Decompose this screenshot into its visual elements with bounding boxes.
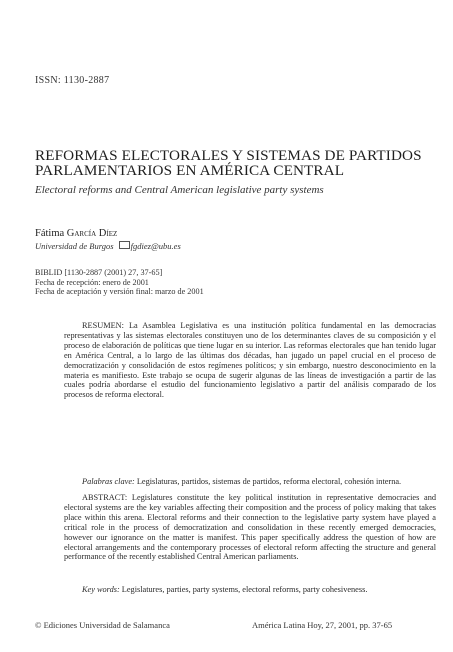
palabras-clave-text: Legislaturas, partidos, sistemas de partidos, reforma electoral, cohesión interna.: [136, 477, 402, 486]
palabras-clave: [64, 477, 436, 487]
article-title-line-1: REFORMAS ELECTORALES Y SISTEMAS DE PARTIDOS: [35, 147, 422, 164]
affiliation-text: Universidad de Burgos: [35, 241, 114, 251]
author-first-name: Fátima: [35, 228, 65, 239]
abstract-paragraph: ABSTRACT: Legislatures constitute the key political institution in representative democracies and electoral systems are the key variables affecting their composition and the process of policy making that takes place within this arena. Electoral reforms and their connection to the legislative party system have played a critical role in the process of democratization and consolidation in these recently emerged democracies, however our ignorance on the matter is manifest. This paper specifically address the question of how are electoral arrangements and the contemporary processes of electoral reform affecting the structure and general performance of the recently established Central American parliaments.: [64, 493, 436, 562]
email-icon: [119, 241, 130, 249]
accepted-date: Fecha de aceptación y versión final: marzo de 2001: [35, 287, 204, 296]
author-last-name: García Díez: [66, 228, 118, 239]
palabras-clave-label: Palabras clave:: [82, 477, 135, 486]
article-title-line-2: PARLAMENTARIOS EN AMÉRICA CENTRAL: [35, 162, 345, 179]
resumen-paragraph: RESUMEN: La Asamblea Legislativa es una institución política fundamental en las democracias representativas y las sistemas electorales constituyen uno de los determinantes claves de su composición y el proceso de elaboración de políticas que tiene lugar en su interior. Las reformas electorales que han tenido lugar en América Central, a lo largo de las últimas dos décadas, han jugado un papel crucial en el proceso de democratización y consolidación de estos regímenes políticos; y sin embargo, nuestro desconocimiento en la materia es manifiesto. Este trabajo se ocupa de sugerir algunas de las líneas de investigación a partir de las cuales podría abordarse el estudio del funcionamiento legislativo a partir del análisis comparado de los procesos de reforma electoral.: [64, 321, 436, 400]
article-title: [35, 148, 435, 178]
author-name: [35, 228, 117, 239]
author-email[interactable]: fgdiez@ubu.es: [130, 241, 181, 251]
key-words-label: Key words:: [82, 585, 120, 594]
issn: ISSN: 1130-2887: [35, 75, 110, 86]
bibliographic-info: [35, 268, 204, 297]
key-words-text: Legislatures, parties, party systems, electoral reforms, party cohesiveness.: [121, 585, 368, 594]
received-date: Fecha de recepción: enero de 2001: [35, 277, 149, 287]
article-subtitle: Electoral reforms and Central American legislative party systems: [35, 184, 324, 196]
footer-citation: América Latina Hoy, 27, 2001, pp. 37-65: [252, 620, 393, 630]
key-words: [64, 585, 436, 595]
author-affiliation: [35, 241, 181, 251]
biblid-line: BIBLID [1130-2887 (2001) 27, 37-65]: [35, 268, 163, 277]
footer-publisher: © Ediciones Universidad de Salamanca: [35, 620, 170, 630]
